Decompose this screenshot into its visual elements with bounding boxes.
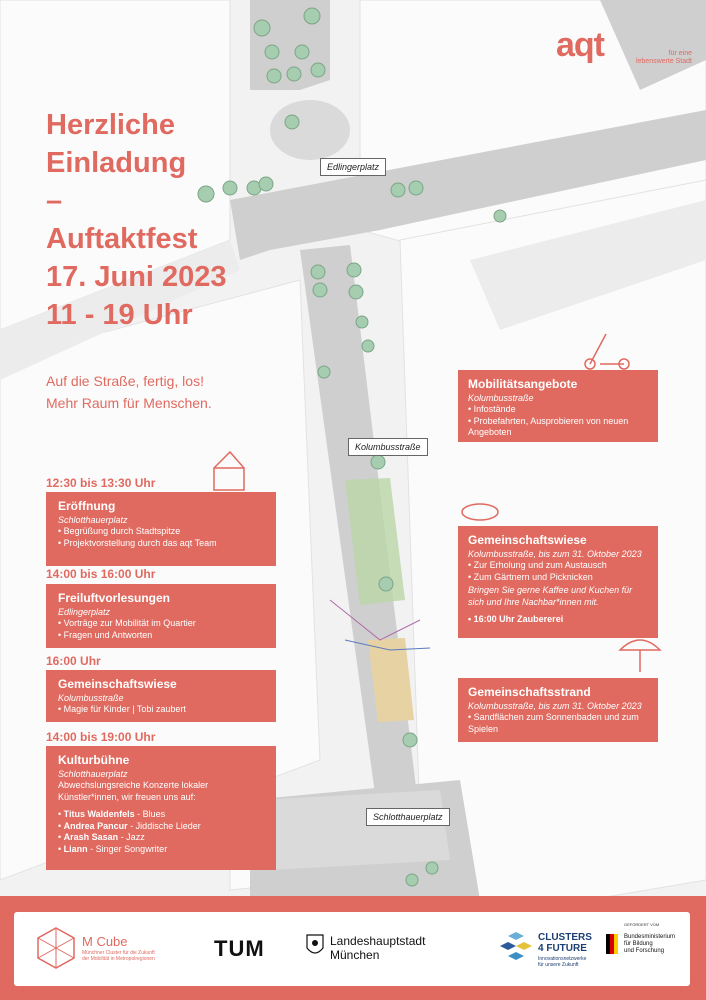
artist-item (58, 844, 266, 856)
schedule-bullet: • Vorträge zur Mobilität im Quartier (58, 618, 266, 630)
artist-name: Liann (63, 843, 88, 854)
schedule-title: Freiluftvorlesungen (58, 591, 171, 605)
artist-name: Arash Sasan (63, 832, 119, 842)
tum-logo: TUM (214, 936, 265, 961)
schedule-card-eroeffnung (46, 492, 276, 566)
schedule-location: Schlotthauerplatz (58, 769, 128, 779)
headline (46, 106, 326, 334)
mcube-subtitle (82, 950, 155, 962)
schedule-text: Abwechslungsreiche Konzerte lokaler (58, 780, 209, 790)
subline-line-2: Mehr Raum für Menschen. (46, 395, 212, 411)
artist-name: Andrea Pancur (63, 820, 128, 831)
place-label-schlotthauerplatz: Schlotthauerplatz (366, 808, 450, 826)
schedule-text: Künstler*innen, wir freuen uns auf: (58, 791, 196, 802)
offer-title: Gemeinschaftswiese (468, 533, 587, 547)
artist-genre: - Singer Songwriter (87, 843, 168, 854)
schedule-title: Kulturbühne (58, 753, 130, 767)
schedule-bullet: • Magie für Kinder | Tobi zaubert (58, 704, 266, 716)
schedule-time: 12:30 bis 13:30 Uhr (46, 476, 156, 490)
schedule-card-freiluftvorlesungen (46, 584, 276, 648)
bmbf-line3: und Forschung (624, 948, 665, 954)
offer-bullet: • Zum Gärtnern und Picknicken (468, 572, 648, 584)
bmbf-line2: für Bildung (624, 941, 653, 947)
mcube-subtitle-line1: Münchner Cluster für die Zukunft (82, 950, 155, 956)
mcube-name: M Cube (82, 934, 128, 949)
offer-card-gemeinschaftswiese (458, 526, 658, 638)
federal-eagle-icon (606, 934, 620, 954)
event-date: 17. Juni 2023 (46, 261, 227, 293)
munich-name-line1: Landeshauptstadt (330, 934, 426, 948)
artist-genre: - Blues (134, 809, 166, 819)
bmbf-funded-by: GEFÖRDERT VOM (624, 922, 660, 927)
offer-location: Kolumbusstraße, bis zum 31. Oktober 2023 (468, 701, 642, 711)
place-label-edlingerplatz: Edlingerplatz (320, 158, 386, 176)
clusters4future-name (538, 932, 592, 954)
offer-highlight: • 16:00 Uhr Zaubererei (468, 614, 648, 624)
event-hours: 11 - 19 Uhr (46, 299, 193, 331)
munich-crest-icon (306, 934, 324, 958)
offer-bullet: • Probefahrten, Ausprobieren von neuen Angeboten (468, 416, 648, 439)
schedule-card-kulturbuehne (46, 746, 276, 870)
artist-genre: - Jiddische Lieder (127, 820, 201, 831)
bmbf-line1: Bundesministerium (624, 934, 676, 940)
bmbf-name (624, 934, 675, 955)
mcube-subtitle-line2: der Mobilität in Metropolregionen (82, 956, 155, 962)
clusters4future-sub-line2: für unsere Zukunft (538, 962, 579, 968)
offer-location: Kolumbusstraße (468, 393, 534, 403)
offer-card-gemeinschaftsstrand (458, 678, 658, 742)
offer-bullet: • Sandflächen zum Sonnenbaden und zum Spielen (468, 712, 648, 735)
schedule-time: 14:00 bis 16:00 Uhr (46, 567, 156, 581)
offer-bullet: • Zur Erholung und zum Austausch (468, 560, 648, 572)
headline-line-3: – (46, 185, 63, 217)
sponsor-logos (14, 912, 690, 986)
mcube-logo-icon (34, 926, 78, 970)
schedule-bullet: • Fragen und Antworten (58, 630, 266, 642)
schedule-location: Kolumbusstraße (58, 693, 124, 703)
schedule-bullet: • Projektvorstellung durch das aqt Team (58, 538, 266, 550)
aqt-logo: aqt (556, 26, 604, 64)
aqt-tagline-line2: lebenswerte Stadt (635, 58, 692, 65)
schedule-location: Schlotthauerplatz (58, 515, 128, 525)
aqt-tagline (618, 50, 692, 66)
munich-name (330, 934, 425, 962)
clusters4future-subtitle (538, 956, 586, 968)
clusters4future-line2: 4 FUTURE (538, 943, 587, 954)
artist-item (58, 832, 266, 844)
schedule-time: 16:00 Uhr (46, 654, 101, 668)
headline-line-1: Herzliche (46, 109, 175, 141)
subline (46, 370, 212, 414)
artist-genre: - Jazz (118, 832, 145, 842)
artist-item (58, 821, 266, 833)
offer-location: Kolumbusstraße, bis zum 31. Oktober 2023 (468, 549, 642, 559)
schedule-time: 14:00 bis 19:00 Uhr (46, 730, 156, 744)
clusters4future-sub-line1: Innovationsnetzwerke (538, 956, 587, 962)
headline-line-4: Auftaktfest (46, 223, 198, 255)
aqt-tagline-line1: für eine (668, 50, 692, 57)
offer-card-mobilitaet (458, 370, 658, 442)
subline-line-1: Auf die Straße, fertig, los! (46, 373, 204, 389)
offer-bullet: • Infostände (468, 404, 648, 416)
clusters4future-line1: CLUSTERS (538, 932, 592, 943)
munich-name-line2: München (330, 948, 380, 962)
artist-item (58, 809, 266, 821)
schedule-location: Edlingerplatz (58, 607, 111, 617)
artist-name: Titus Waldenfels (63, 809, 135, 819)
schedule-card-gemeinschaftswiese (46, 670, 276, 722)
offer-title: Gemeinschaftsstrand (468, 685, 591, 699)
offer-note: Bringen Sie gerne Kaffee und Kuchen für sich und Ihre Nachbar*innen mit. (468, 585, 633, 607)
schedule-title: Gemeinschaftswiese (58, 677, 177, 691)
place-label-kolumbusstrasse: Kolumbusstraße (348, 438, 428, 456)
clusters4future-icon (498, 932, 534, 966)
schedule-bullet: • Begrüßung durch Stadtspitze (58, 526, 266, 538)
offer-title: Mobilitätsangebote (468, 377, 578, 391)
schedule-title: Eröffnung (58, 499, 116, 513)
headline-line-2: Einladung (46, 147, 187, 179)
